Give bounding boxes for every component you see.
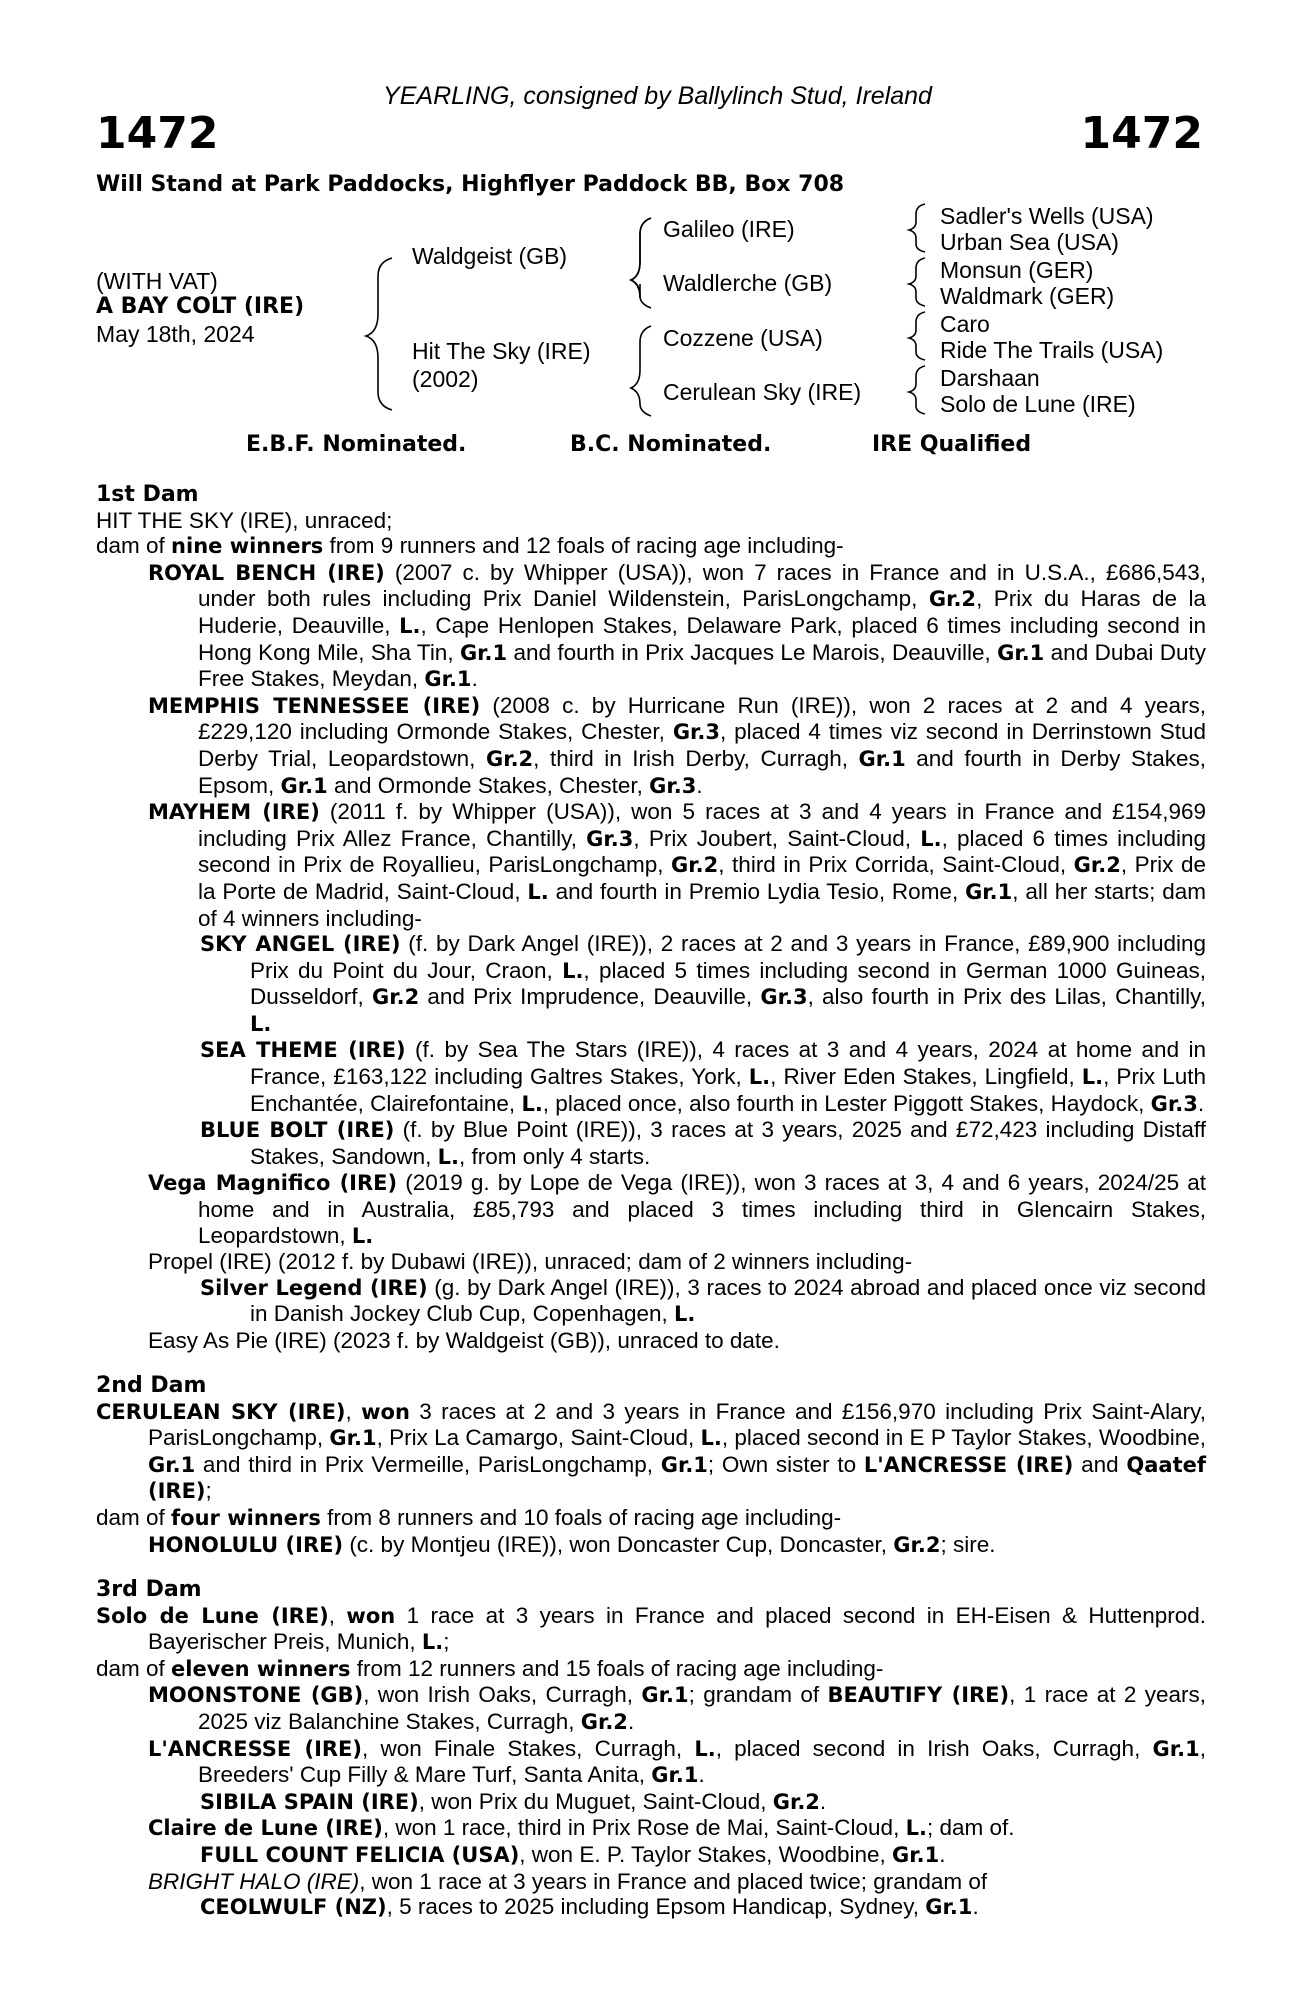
entry-solo-de-lune: Solo de Lune (IRE), won 1 race at 3 years in France and placed second in EH-Eisen & Huttenprod. Bayerischer Preis, Munich, L.;: [96, 1602, 1206, 1655]
third-dam-heading: 3rd Dam: [96, 1577, 202, 1602]
ped-sdd: Waldmark (GER): [940, 283, 1115, 309]
entry-memphis-tennessee: MEMPHIS TENNESSEE (IRE) (2008 c. by Hurricane Run (IRE)), won 2 races at 2 and 4 years, £229,120 including Ormonde Stakes, Chester, Gr.3, placed 4 times viz second in Derrinstown Stud Derby Trial, Leopardstown, Gr.2, third in Irish Derby, Curragh, Gr.1 and fourth in Derby Stakes, Epsom, Gr.1 and Ormonde Stakes, Chester, Gr.3.: [148, 692, 1206, 798]
bracket-dam: [631, 326, 651, 416]
ped-dds: Darshaan: [940, 365, 1040, 391]
ped-dsd: Ride The Trails (USA): [940, 337, 1164, 363]
bracket-sire-b: [631, 218, 651, 308]
bracket-main: [366, 258, 392, 410]
entry-honolulu: HONOLULU (IRE) (c. by Montjeu (IRE)), won Doncaster Cup, Doncaster, Gr.2; sire.: [148, 1531, 996, 1557]
entry-mayhem: MAYHEM (IRE) (2011 f. by Whipper (USA)), won 5 races at 3 and 4 years in France and £154,969 including Prix Allez France, Chantilly, Gr.3, Prix Joubert, Saint-Cloud, L., placed 6 times including second in Prix de Royallieu, ParisLongchamp, Gr.2, third in Prix Corrida, Saint-Cloud, Gr.2, Prix de la Porte de Madrid, Saint-Cloud, L. and fourth in Premio Lydia Tesio, Rome, Gr.1, all her starts; dam of 4 winners including-: [148, 799, 1207, 931]
entry-full-count-felicia: FULL COUNT FELICIA (USA), won E. P. Taylor Stakes, Woodbine, Gr.1.: [200, 1841, 946, 1867]
bracket-dd: [909, 366, 925, 414]
qual-ire: IRE Qualified: [872, 432, 1032, 457]
entry-blue-bolt: BLUE BOLT (IRE) (f. by Blue Point (IRE)), 3 races at 3 years, 2025 and £72,423 including Distaff Stakes, Sandown, L., from only 4 starts.: [200, 1117, 1206, 1169]
entry-easy-as-pie: Easy As Pie (IRE) (2023 f. by Waldgeist (GB)), unraced to date.: [148, 1328, 780, 1353]
third-dam-section: [96, 1577, 1206, 1921]
entry-vega-magnifico: Vega Magnifico (IRE) (2019 g. by Lope de Vega (IRE)), won 3 races at 3, 4 and 6 years, 2024/25 at home and in Australia, £85,793 and placed 3 times including third in Glencairn Stakes, Leopardstown, L.: [148, 1170, 1206, 1248]
subject-name: A BAY COLT (IRE): [96, 294, 305, 319]
entry-ceolwulf: CEOLWULF (NZ), 5 races to 2025 including Epsom Handicap, Sydney, Gr.1.: [200, 1894, 979, 1920]
ped-dss: Caro: [940, 311, 990, 337]
lot-number-right: 1472: [1080, 108, 1203, 159]
ped-dam-sire: Cozzene (USA): [663, 325, 823, 351]
ped-ddd: Solo de Lune (IRE): [940, 391, 1136, 417]
stand-location: Will Stand at Park Paddocks, Highflyer Paddock BB, Box 708: [96, 172, 845, 197]
ped-sire-sire: Galileo (IRE): [663, 216, 795, 242]
first-dam-section: [96, 482, 1206, 1354]
entry-bright-halo: BRIGHT HALO (IRE), won 1 race at 3 years in France and placed twice; grandam of: [148, 1868, 988, 1894]
first-dam-heading: 1st Dam: [96, 482, 199, 507]
second-dam-heading: 2nd Dam: [96, 1373, 207, 1398]
ped-dam: Hit The Sky (IRE): [412, 338, 591, 364]
entry-royal-bench: ROYAL BENCH (IRE) (2007 c. by Whipper (USA)), won 7 races in France and in U.S.A., £686,543, under both rules including Prix Daniel Wildenstein, ParisLongchamp, Gr.2, Prix du Haras de la Huderie, Deauville, L., Cape Henlopen Stakes, Delaware Park, placed 6 times including second in Hong Kong Mile, Sha Tin, Gr.1 and fourth in Prix Jacques Le Marois, Deauville, Gr.1 and Dubai Duty Free Stakes, Meydan, Gr.1.: [148, 559, 1206, 692]
qual-ebf: E.B.F. Nominated.: [246, 432, 467, 457]
ped-dam-year: (2002): [412, 366, 479, 392]
bracket-ss: [909, 204, 925, 252]
first-dam-line1: HIT THE SKY (IRE), unraced;: [96, 507, 393, 533]
ped-sire-dam: Waldlerche (GB): [663, 270, 833, 296]
second-dam-section: [96, 1373, 1206, 1558]
third-dam-produce: dam of eleven winners from 12 runners and 15 foals of racing age including-: [96, 1655, 884, 1681]
entry-claire-de-lune: Claire de Lune (IRE), won 1 race, third in Prix Rose de Mai, Saint-Cloud, L.; dam of.: [148, 1815, 1015, 1841]
second-dam-produce: dam of four winners from 8 runners and 10 foals of racing age including-: [96, 1504, 842, 1530]
ped-sire: Waldgeist (GB): [412, 243, 568, 269]
entry-sibila-spain: SIBILA SPAIN (IRE), won Prix du Muguet, Saint-Cloud, Gr.2.: [200, 1788, 827, 1814]
first-dam-line2: dam of nine winners from 9 runners and 12 foals of racing age including-: [96, 533, 844, 559]
ped-sss: Sadler's Wells (USA): [940, 203, 1154, 229]
consigned-by: YEARLING, consigned by Ballylinch Stud, Ireland: [383, 82, 932, 110]
entry-cerulean-sky: CERULEAN SKY (IRE), won 3 races at 2 and 3 years in France and £156,970 including Prix Saint-Alary, ParisLongchamp, Gr.1, Prix La Camargo, Saint-Cloud, L., placed second in E P Taylor Stakes, Woodbine, Gr.1 and third in Prix Vermeille, ParisLongchamp, Gr.1; Own sister to L'ANCRESSE (IRE) and Qaatef (IRE);: [96, 1398, 1207, 1504]
entry-lancresse: L'ANCRESSE (IRE), won Finale Stakes, Curragh, L., placed second in Irish Oaks, Curragh, Gr.1, Breeders' Cup Filly & Mare Turf, Santa Anita, Gr.1.: [148, 1735, 1206, 1788]
ped-ssd: Urban Sea (USA): [940, 229, 1119, 255]
subject-dob: May 18th, 2024: [96, 321, 255, 347]
entry-moonstone: MOONSTONE (GB), won Irish Oaks, Curragh, Gr.1; grandam of BEAUTIFY (IRE), 1 race at 2 years, 2025 viz Balanchine Stakes, Curragh, Gr.2.: [148, 1682, 1206, 1734]
entry-sky-angel: SKY ANGEL (IRE) (f. by Dark Angel (IRE)), 2 races at 2 and 3 years in France, £89,900 including Prix du Point du Jour, Craon, L., placed 5 times including second in German 1000 Guineas, Dusseldorf, Gr.2 and Prix Imprudence, Deauville, Gr.3, also fourth in Prix des Lilas, Chantilly, L.: [200, 931, 1206, 1036]
ped-sds: Monsun (GER): [940, 257, 1094, 283]
lot-number-left: 1472: [96, 108, 219, 159]
vat-note: (WITH VAT): [96, 268, 218, 294]
entry-sea-theme: SEA THEME (IRE) (f. by Sea The Stars (IRE)), 4 races at 3 and 4 years, 2024 at home and in France, £163,122 including Galtres Stakes, York, L., River Eden Stakes, Lingfield, L., Prix Luth Enchantée, Clairefontaine, L., placed once, also fourth in Lester Piggott Stakes, Haydock, Gr.3.: [200, 1037, 1207, 1116]
entry-propel: Propel (IRE) (2012 f. by Dubawi (IRE)), unraced; dam of 2 winners including-: [148, 1249, 913, 1275]
bracket-ds: [909, 312, 925, 360]
entry-silver-legend: Silver Legend (IRE) (g. by Dark Angel (IRE)), 3 races to 2024 abroad and placed once viz second in Danish Jockey Club Cup, Copenhagen, L.: [200, 1274, 1206, 1327]
ped-dam-dam: Cerulean Sky (IRE): [663, 379, 862, 405]
qual-bc: B.C. Nominated.: [570, 432, 772, 457]
bracket-sd: [909, 258, 925, 306]
